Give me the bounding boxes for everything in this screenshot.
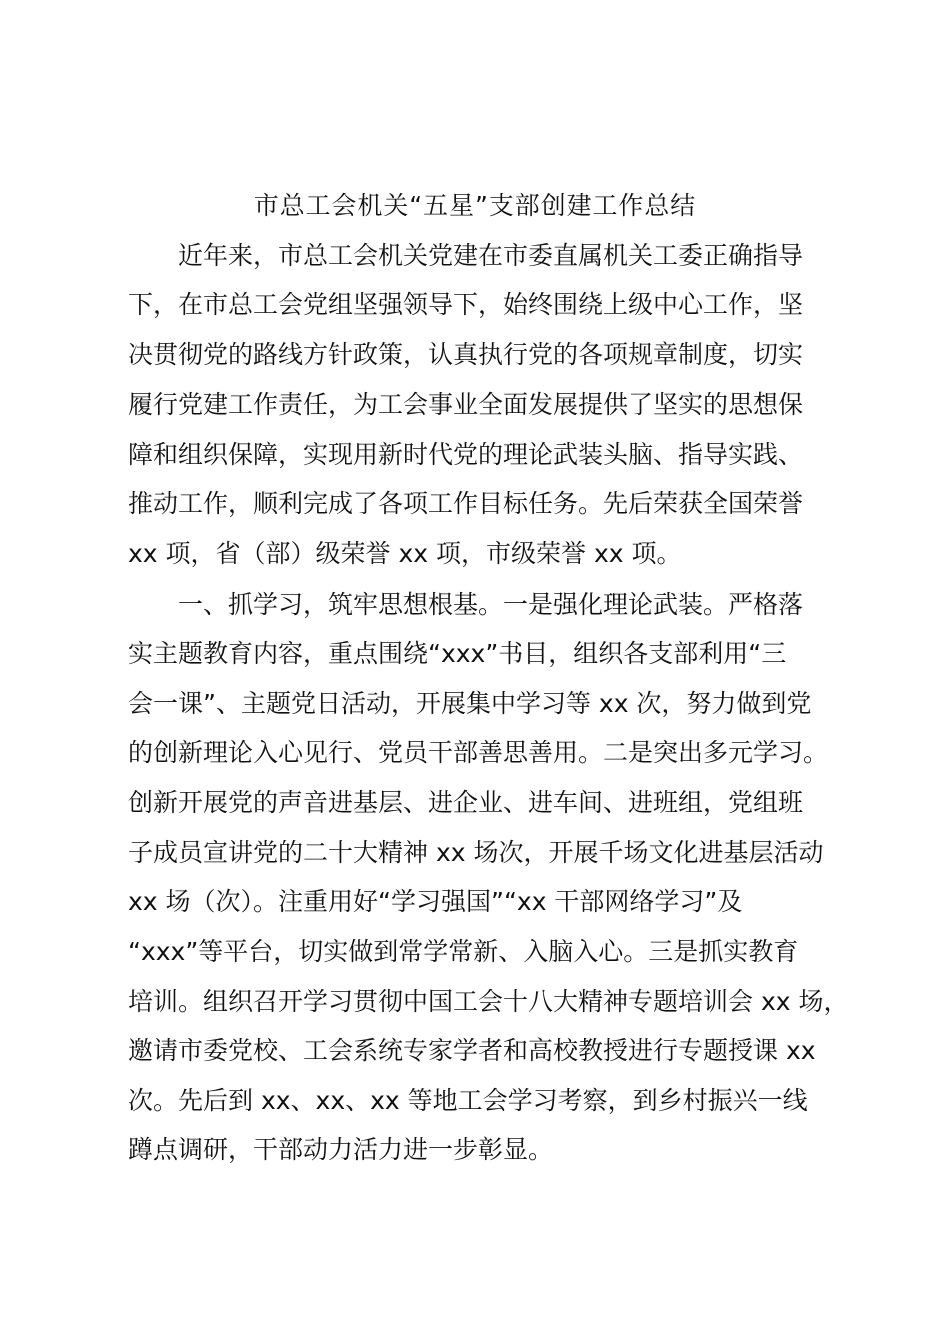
- paragraph-line: 次。先后到 xx、xx、xx 等地工会学习考察，到乡村振兴一线: [128, 1086, 808, 1115]
- paragraph-line: 障和组织保障，实现用新时代党的理论武装头脑、指导实践、: [128, 440, 804, 469]
- document-title: 市总工会机关“五星”支部创建工作总结: [253, 191, 697, 220]
- paragraph-line: 创新开展党的声音进基层、进企业、进车间、进班组，党组班: [128, 788, 804, 817]
- paragraph-line: 近年来，市总工会机关党建在市委直属机关工委正确指导: [178, 241, 804, 270]
- paragraph-line: 会一课”、主题党日活动，开展集中学习等 xx 次，努力做到党: [128, 689, 812, 718]
- paragraph-line: xx 项，省（部）级荣誉 xx 项，市级荣誉 xx 项。: [128, 539, 682, 568]
- paragraph-line: 子成员宣讲党的二十大精神 xx 场次，开展千场文化进基层活动: [128, 838, 824, 867]
- paragraph-line: xx 场（次）。注重用好“学习强国”“xx 干部网络学习”及: [128, 887, 743, 916]
- paragraph-line: 推动工作，顺利完成了各项工作目标任务。先后荣获全国荣誉: [128, 489, 804, 518]
- paragraph-line: 决贯彻党的路线方针政策，认真执行党的各项规章制度，切实: [128, 340, 804, 369]
- paragraph-line: 的创新理论入心见行、党员干部善思善用。二是突出多元学习。: [128, 738, 829, 767]
- paragraph-line: 邀请市委党校、工会系统专家学者和高校教授进行专题授课 xx: [128, 1036, 816, 1065]
- paragraph-line: “xxx”等平台，切实做到常学常新、入脑入心。三是抓实教育: [128, 937, 799, 966]
- paragraph-line: 下，在市总工会党组坚强领导下，始终围绕上级中心工作，坚: [128, 290, 804, 319]
- paragraph-line: 一、抓学习，筑牢思想根基。一是强化理论武装。严格落: [178, 590, 804, 619]
- paragraph-line: 蹲点调研，干部动力活力进一步彰显。: [128, 1135, 554, 1164]
- paragraph-line: 履行党建工作责任，为工会事业全面发展提供了坚实的思想保: [128, 390, 804, 419]
- paragraph-line: 培训。组织召开学习贯彻中国工会十八大精神专题培训会 xx 场，: [128, 987, 849, 1016]
- paragraph-line: 实主题教育内容，重点围绕“xxx”书目，组织各支部利用“三: [128, 639, 787, 668]
